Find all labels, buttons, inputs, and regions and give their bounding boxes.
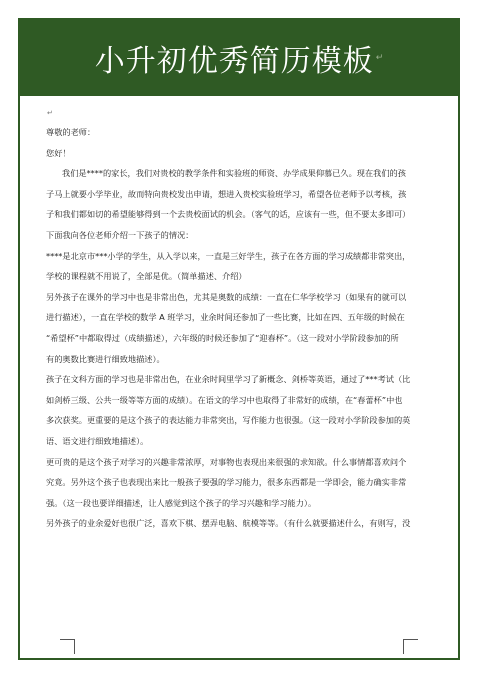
document-page	[18, 18, 460, 660]
text-line: 进行描述），一直在学校的数学 A 班学习，业余时间还参加了一些比赛，比如在四、五年级的时候在	[46, 312, 405, 323]
text-line: 我们是****的家长，我们对贵校的教学条件和实验班的师资、办学成果仰慕已久。现在我们的孩	[62, 168, 406, 179]
paragraph-mark-icon: ↵	[47, 109, 53, 117]
text-line: 您好！	[46, 147, 71, 158]
text-line: 孩子在文科方面的学习也是非常出色，在业余时间里学习了新概念、剑桥等英语，通过了***考试（比	[46, 374, 411, 385]
text-line: 有的奥数比赛进行细致地描述）。	[46, 353, 165, 364]
crop-mark-bottom-right	[403, 639, 418, 654]
text-line: “希望杯”中都取得过（成绩描述），六年级的时候还参加了“迎春杯”。（这一段对小学阶段参加的所	[46, 332, 399, 343]
title-banner	[20, 20, 458, 96]
text-line: 子和我们都如切的希望能够得到一个去贵校面试的机会。（客气的话，应该有一些，但不要太多即可）	[46, 209, 411, 220]
text-line: 另外孩子在课外的学习中也是非常出色，尤其是奥数的成绩：一直在仁华学校学习（如果有的就可以	[46, 291, 407, 302]
empty-paragraph	[46, 102, 432, 122]
text-line: ****是北京市***小学的学生，从入学以来，一直是三好学生，孩子在各方面的学习成绩都非常突出，	[46, 250, 411, 261]
text-line: 学校的课程就不用说了，全部是优。（简单描述、介绍）	[46, 271, 247, 282]
document-body	[46, 102, 432, 534]
paragraph-mark-icon: ↵	[375, 53, 384, 63]
text-line: 语、语文进行细致地描述）。	[46, 435, 149, 446]
text-line: 更可贵的是这个孩子对学习的兴趣非常浓厚，对事物也表现出来很强的求知欲。什么事情都喜欢问个	[46, 456, 407, 467]
text-line: 强。（这一段也要详细描述，让人感觉到这个孩子的学习兴趣和学习能力）。	[46, 497, 317, 508]
text-line: 尊敬的老师：	[46, 127, 96, 137]
text-line: 究竟。另外这个孩子也表现出来比一般孩子要强的学习能力，很多东西都是一学即会，能力确实非常	[46, 477, 407, 488]
page-title: 小升初优秀简历模板	[94, 44, 374, 79]
text-line: 子马上就要小学毕业，故而特向贵校发出申请，想进入贵校实验班学习，希望各位老师予以考核，孩	[46, 188, 407, 199]
crop-mark-bottom-left	[60, 639, 75, 654]
text-line: 另外孩子的业余爱好也很广泛，喜欢下棋、摆弄电脑、航模等等。（有什么就要描述什么，有则写，没	[46, 518, 411, 529]
text-line: 多次获奖。更重要的是这个孩子的表达能力非常突出，写作能力也很强。（这一段对小学阶段参加的英	[46, 415, 411, 426]
text-line: 下面我向各位老师介绍一下孩子的情况：	[46, 229, 194, 240]
text-line: 如剑桥三级、公共一级等等方面的成绩）。在语文的学习中也取得了非常好的成绩，在“春蕾杯”中也	[46, 394, 403, 405]
